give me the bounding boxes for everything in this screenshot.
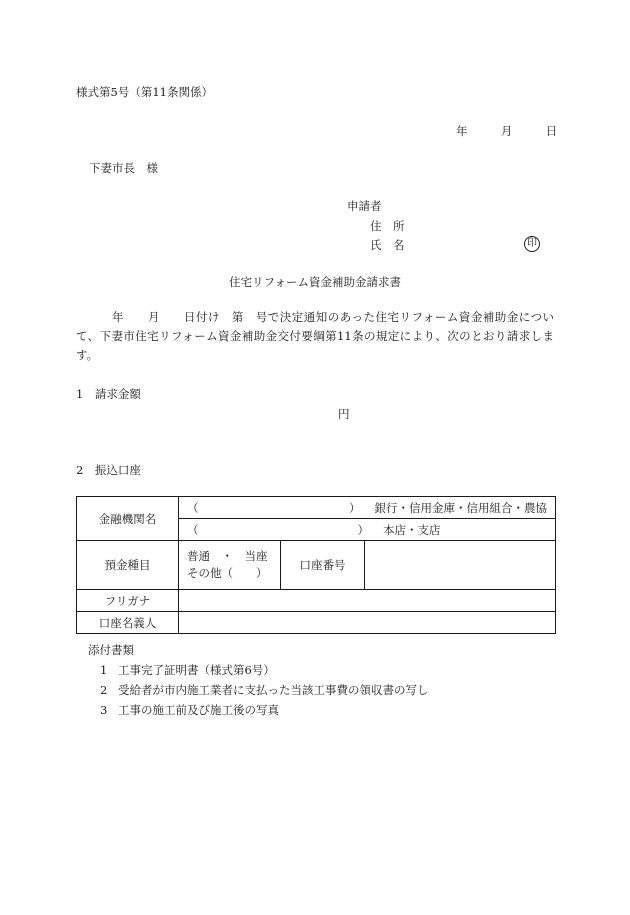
date-month: 月	[500, 124, 513, 138]
deposit-type-label: 預金種目	[77, 541, 179, 590]
date-year: 年	[456, 124, 468, 138]
yen-unit: 円	[338, 407, 350, 421]
paren-close: ）	[349, 500, 361, 515]
attachment-number: 3	[100, 703, 108, 717]
deposit-type-options[interactable]	[179, 541, 281, 590]
institution-row-2[interactable]	[179, 519, 556, 541]
paren-open: （	[187, 522, 199, 537]
bank-account-table	[76, 496, 556, 634]
address-label: 住 所	[370, 219, 405, 233]
account-holder-field[interactable]	[179, 612, 556, 634]
attachments-heading: 添付書類	[88, 643, 134, 657]
furigana-field[interactable]	[179, 590, 556, 612]
paren-open: （	[187, 500, 199, 515]
attachment-item	[100, 662, 275, 678]
deposit-type-line-1: 普通 ・ 当座	[187, 549, 268, 563]
name-label: 氏 名	[370, 238, 405, 252]
paren-close: ）	[357, 522, 369, 537]
branch-types: 本店・支店	[383, 522, 441, 537]
attachment-item	[100, 682, 429, 698]
attachment-number: 1	[100, 663, 108, 677]
applicant-label: 申請者	[347, 199, 382, 213]
account-number-label: 口座番号	[281, 541, 365, 590]
body-text: 年 月 日付け 第 号で決定通知のあった住宅リフォーム資金補助金について、下妻市住宅リフォーム資金補助金交付要綱第11条の規定により、次のとおり請求します。	[76, 310, 554, 362]
attachment-number: 2	[100, 683, 108, 697]
institution-label: 金融機関名	[77, 497, 179, 541]
addressee: 下妻市長 様	[89, 161, 158, 175]
form-number: 様式第5号（第11条関係）	[76, 85, 213, 99]
section-transfer-account: 2 振込口座	[76, 463, 141, 477]
seal-mark: 印	[524, 236, 540, 252]
attachment-item	[100, 702, 279, 718]
deposit-type-line-2: その他（ ）	[187, 566, 268, 580]
document-title: 住宅リフォーム資金補助金請求書	[229, 275, 401, 289]
account-number-field[interactable]	[365, 541, 556, 590]
attachment-text: 工事の施工前及び施工後の写真	[118, 703, 279, 717]
attachment-text: 工事完了証明書（様式第6号）	[118, 663, 275, 677]
date-line	[456, 123, 557, 139]
attachment-text: 受給者が市内施工業者に支払った当該工事費の領収書の写し	[118, 683, 429, 697]
institution-row-1[interactable]	[179, 497, 556, 519]
date-day: 日	[545, 124, 558, 138]
institution-types: 銀行・信用金庫・信用組合・農協	[374, 500, 547, 515]
section-claim-amount: 1 請求金額	[76, 387, 141, 401]
account-holder-label: 口座名義人	[77, 612, 179, 634]
furigana-label: フリガナ	[77, 590, 179, 612]
